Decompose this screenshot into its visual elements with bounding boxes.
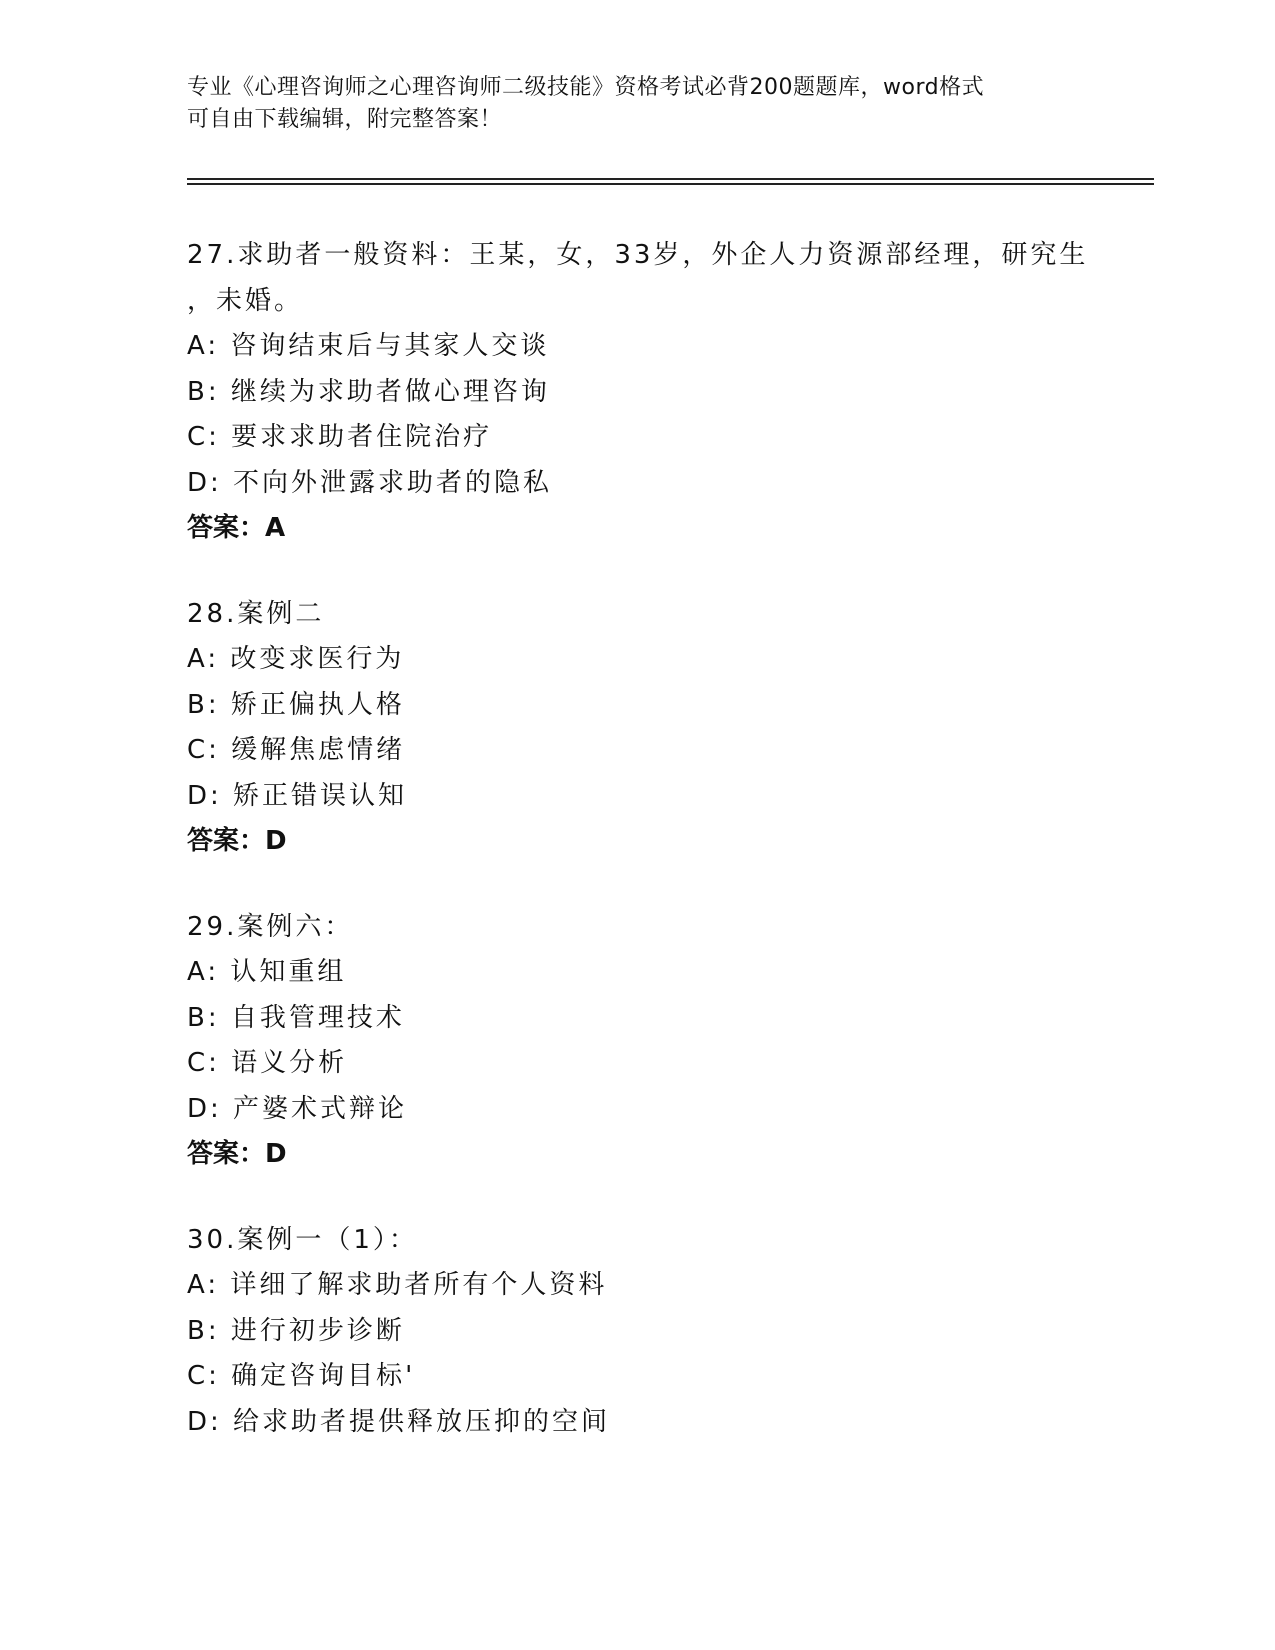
question-stem	[187, 233, 1087, 324]
header-line-2: 可自由下载编辑，附完整答案！	[187, 107, 503, 132]
option-d: D: 产婆术式辩论	[187, 1093, 408, 1124]
answer: 答案：D	[187, 826, 287, 856]
answer: 答案：A	[187, 513, 286, 543]
option-c: C: 缓解焦虑情绪	[187, 735, 406, 765]
option-b: B: 自我管理技术	[187, 1002, 405, 1033]
document-header	[187, 72, 1087, 136]
question-30	[187, 1218, 1087, 1446]
question-stem-continuation: ，未婚。	[187, 285, 304, 316]
option-c: C: 语义分析	[187, 1048, 348, 1078]
option-b: B: 进行初步诊断	[187, 1315, 405, 1346]
option-c: C: 确定咨询目标'	[187, 1361, 416, 1391]
question-27	[187, 233, 1087, 552]
header-divider-bottom	[187, 183, 1154, 185]
option-d: D: 给求助者提供释放压抑的空间	[187, 1406, 611, 1437]
option-a: A: 认知重组	[187, 957, 347, 987]
option-b: B: 继续为求助者做心理咨询	[187, 376, 550, 407]
question-28	[187, 592, 1087, 865]
header-line-1: 专业《心理咨询师之心理咨询师二级技能》资格考试必背200题题库，word格式	[187, 75, 985, 100]
question-stem: 30.案例一（1）：	[187, 1224, 418, 1255]
option-d: D: 不向外泄露求助者的隐私	[187, 467, 553, 498]
question-stem-text: 27.求助者一般资料：王某，女，33岁，外企人力资源部经理，研究生	[187, 240, 1089, 270]
option-d: D: 矫正错误认知	[187, 780, 408, 811]
option-b: B: 矫正偏执人格	[187, 689, 405, 720]
option-a: A: 咨询结束后与其家人交谈	[187, 331, 550, 361]
option-c: C: 要求求助者住院治疗	[187, 422, 493, 452]
question-list	[187, 233, 1087, 1485]
option-a: A: 改变求医行为	[187, 644, 405, 674]
question-29	[187, 905, 1087, 1178]
option-a: A: 详细了解求助者所有个人资料	[187, 1270, 608, 1300]
question-stem: 28.案例二	[187, 598, 325, 629]
question-stem: 29.案例六：	[187, 911, 354, 942]
header-divider-top	[187, 178, 1154, 180]
answer: 答案：D	[187, 1139, 287, 1169]
